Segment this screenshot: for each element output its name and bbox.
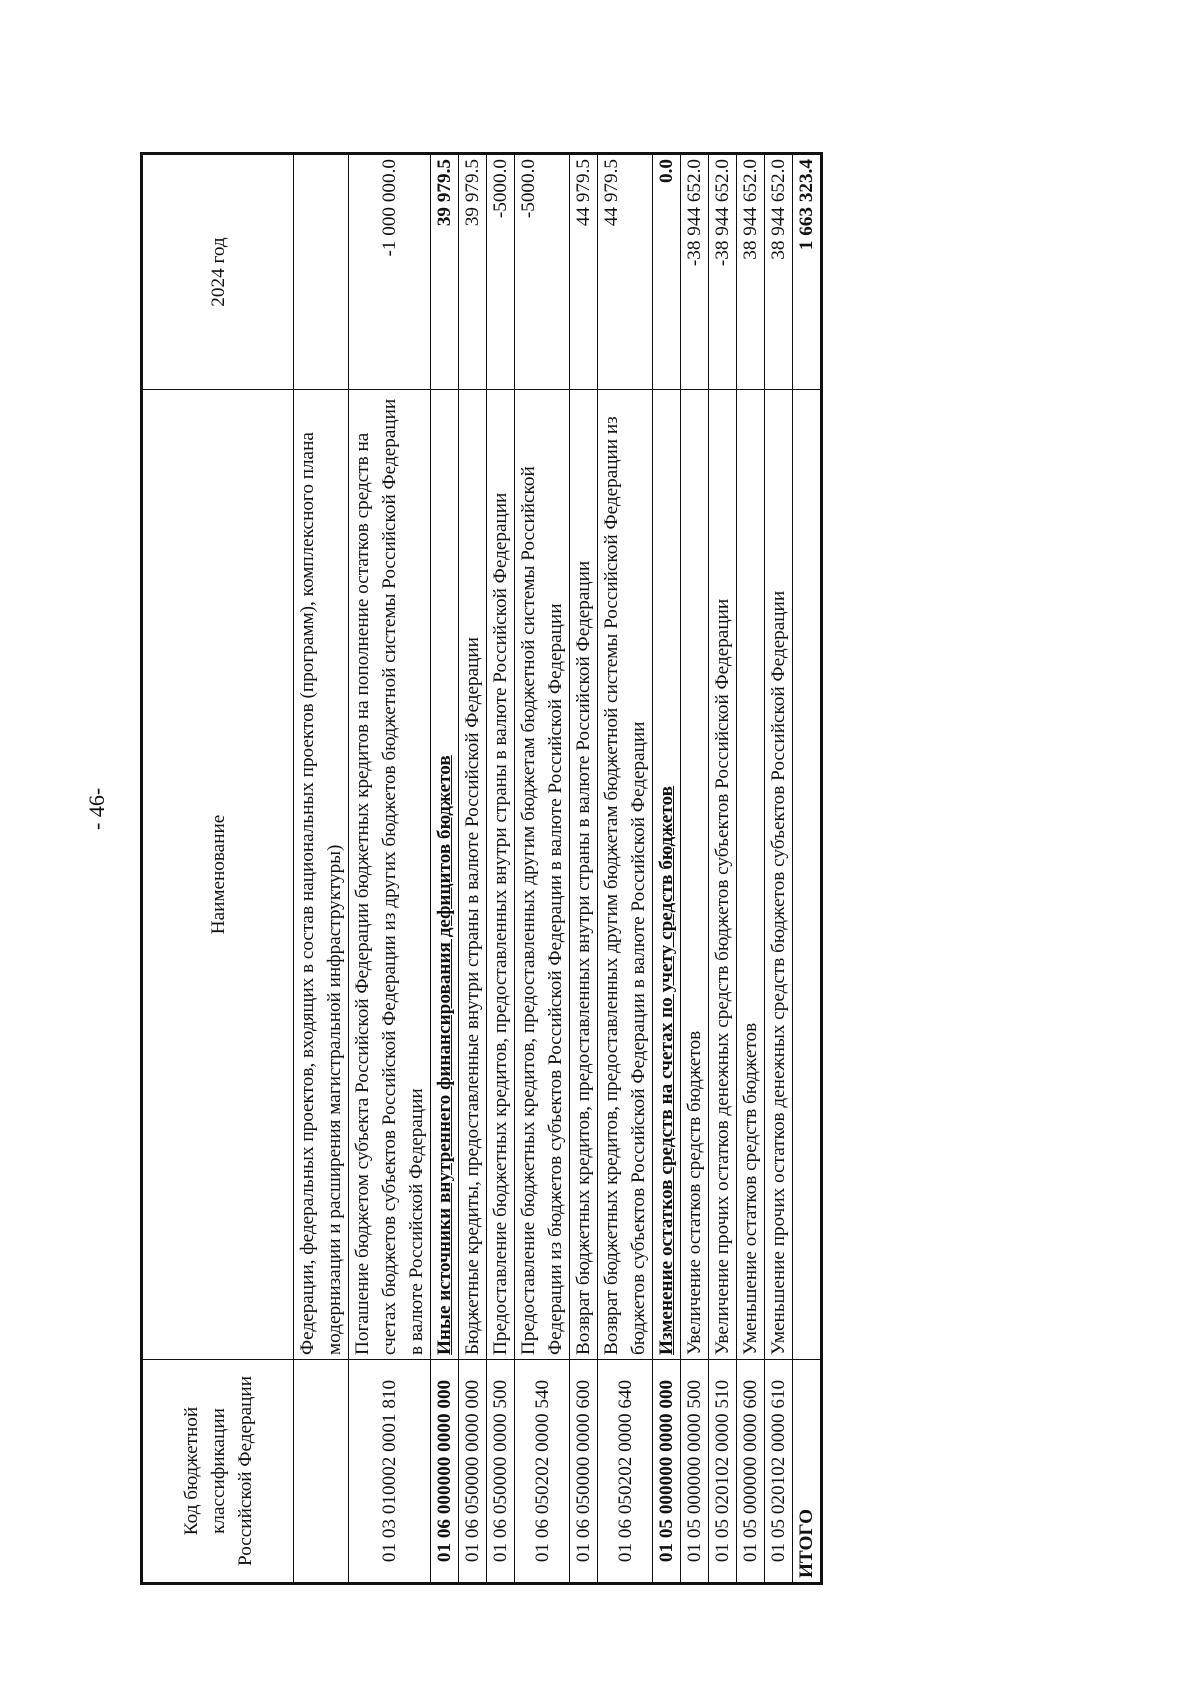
row-name (570, 390, 598, 1360)
row-value: 44 979.5 (570, 154, 598, 390)
row-name (681, 390, 709, 1360)
row-name (487, 390, 515, 1360)
header-name: Наименование (142, 390, 294, 1360)
table-header-row (142, 154, 294, 1584)
row-name (459, 390, 487, 1360)
row-code: 01 06 050202 0000 540 (515, 1360, 570, 1584)
total-label: ИТОГО (793, 1360, 822, 1584)
row-name-text: Возврат бюджетных кредитов, предоставленных внутри страны в валюте Российской Федерации (573, 560, 594, 1355)
row-code: 01 05 000000 0000 500 (681, 1360, 709, 1584)
row-value: 0.0 (653, 154, 681, 390)
row-code: 01 06 050000 0000 000 (459, 1360, 487, 1584)
row-code: 01 05 020102 0000 610 (765, 1360, 793, 1584)
header-year: 2024 год (142, 154, 294, 390)
row-code (294, 1360, 349, 1584)
table-row (681, 154, 709, 1584)
row-name (709, 390, 737, 1360)
row-value: -5000.0 (487, 154, 515, 390)
table-row (487, 154, 515, 1584)
row-value (294, 154, 349, 390)
row-name (765, 390, 793, 1360)
row-value: -5000.0 (515, 154, 570, 390)
table-row (431, 154, 459, 1584)
table-row (459, 154, 487, 1584)
table-row (653, 154, 681, 1584)
rotated-table-container (140, 155, 840, 1585)
total-row (793, 154, 822, 1584)
row-name-text: Увеличение прочих остатков денежных средств бюджетов субъектов Российской Федерации (712, 598, 733, 1355)
table-row (709, 154, 737, 1584)
budget-sources-table (140, 152, 823, 1585)
row-name-text: Федерации, федеральных проектов, входящих в состав национальных проектов (программ), комплексного плана модернизации и расширения магистральной инфраструктуры) (297, 432, 345, 1355)
row-value: 38 944 652.0 (737, 154, 765, 390)
row-code: 01 05 020102 0000 510 (709, 1360, 737, 1584)
row-value: 39 979.5 (431, 154, 459, 390)
row-name (349, 390, 431, 1360)
table-row (349, 154, 431, 1584)
row-code: 01 03 010002 0001 810 (349, 1360, 431, 1584)
table-row (598, 154, 653, 1584)
row-code: 01 05 000000 0000 000 (653, 1360, 681, 1584)
row-name-text: Возврат бюджетных кредитов, предоставленных другим бюджетам бюджетной системы Российской Федерации из бюджетов субъектов Российской Федерации в валюте Российской Федерации (601, 416, 649, 1355)
row-value: 44 979.5 (598, 154, 653, 390)
row-value: -1 000 000.0 (349, 154, 431, 390)
table-row (570, 154, 598, 1584)
row-value: 39 979.5 (459, 154, 487, 390)
row-name-text: Увеличение остатков средств бюджетов (684, 1030, 705, 1355)
row-value: 38 944 652.0 (765, 154, 793, 390)
row-name (598, 390, 653, 1360)
row-code: 01 06 050202 0000 640 (598, 1360, 653, 1584)
row-name-text: Иные источники внутреннего финансирования дефицитов бюджетов (434, 755, 455, 1355)
row-name (431, 390, 459, 1360)
row-name-text: Предоставление бюджетных кредитов, предоставленных внутри страны в валюте Российской Федерации (490, 492, 511, 1355)
row-name-text: Погашение бюджетом субъекта Российской Федерации бюджетных кредитов на пополнение остатков средств на счетах бюджетов субъектов Российской Федерации из других бюджетов бюджетной системы Российской Федерации в валюте Российской Федерации (352, 398, 427, 1355)
row-code: 01 05 000000 0000 600 (737, 1360, 765, 1584)
row-code: 01 06 050000 0000 600 (570, 1360, 598, 1584)
row-value: -38 944 652.0 (681, 154, 709, 390)
row-name (515, 390, 570, 1360)
table-row (765, 154, 793, 1584)
row-name (737, 390, 765, 1360)
table-body (294, 154, 822, 1584)
row-value: -38 944 652.0 (709, 154, 737, 390)
table-row (294, 154, 349, 1584)
total-value: 1 663 323.4 (793, 154, 822, 390)
row-name-text: Уменьшение остатков средств бюджетов (740, 1022, 761, 1355)
row-name (653, 390, 681, 1360)
total-name-empty (793, 390, 822, 1360)
page-number: - 46- (84, 787, 109, 830)
row-code: 01 06 000000 0000 000 (431, 1360, 459, 1584)
row-name-text: Бюджетные кредиты, предоставленные внутри страны в валюте Российской Федерации (462, 637, 483, 1355)
table-row (737, 154, 765, 1584)
table-row (515, 154, 570, 1584)
row-name-text: Предоставление бюджетных кредитов, предоставленных другим бюджетам бюджетной системы Российской Федерации из бюджетов субъектов Российской Федерации в валюте Российской Федерации (518, 466, 566, 1355)
row-name-text: Уменьшение прочих остатков денежных средств бюджетов субъектов Российской Федерации (768, 590, 789, 1355)
row-name (294, 390, 349, 1360)
row-code: 01 06 050000 0000 500 (487, 1360, 515, 1584)
header-code: Код бюджетной классификации Российской Федерации (142, 1360, 294, 1584)
row-name-text: Изменение остатков средств на счетах по учету средств бюджетов (656, 785, 677, 1355)
